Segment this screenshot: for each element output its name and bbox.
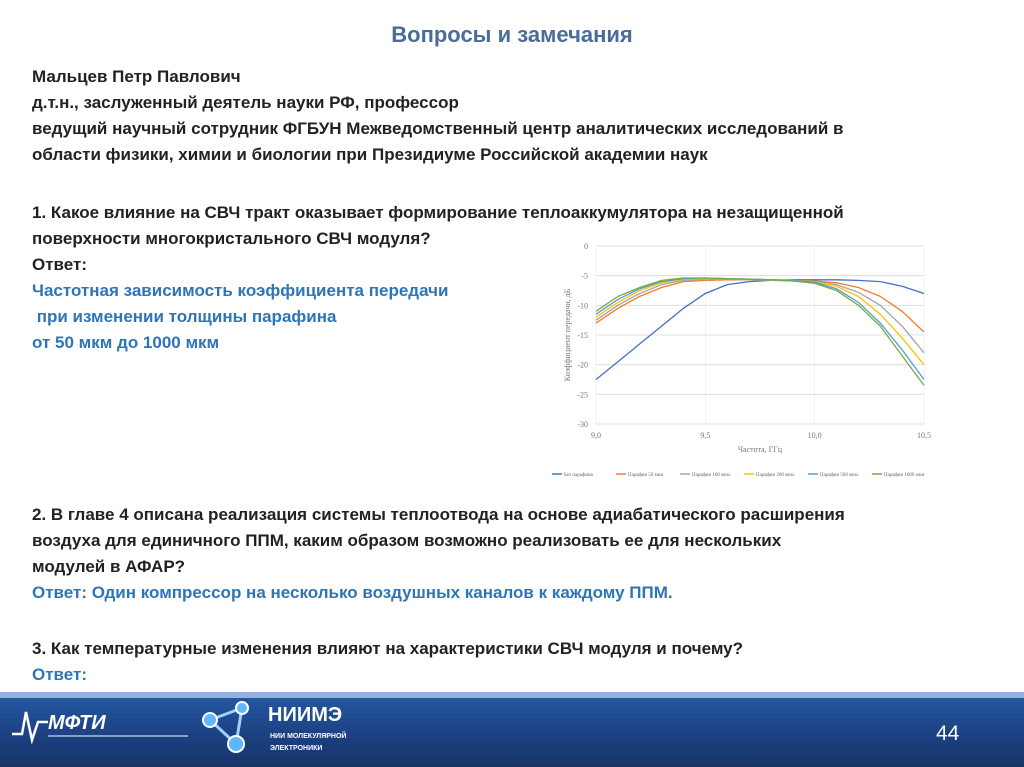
y-tick-label: -25	[577, 390, 588, 400]
answer-2: Ответ: Один компрессор на несколько воздушных каналов к каждому ППМ.	[32, 583, 673, 602]
y-tick-label: -20	[577, 360, 588, 370]
series-line	[596, 280, 924, 332]
question-2-line2: воздуха для единичного ППМ, каким образом возможно реализовать ее для нескольких	[32, 531, 782, 550]
author-degree: д.т.н., заслуженный деятель науки РФ, профессор	[32, 93, 459, 112]
question-2-line1: 2. В главе 4 описана реализация системы теплоотвода на основе адиабатического расширения	[32, 505, 845, 524]
author-name: Мальцев Петр Павлович	[32, 67, 241, 86]
answer-1-line3: от 50 мкм до 1000 мкм	[32, 333, 220, 352]
legend-label: Парафин 100 мкм	[692, 473, 730, 478]
question-1-line1: 1. Какое влияние на СВЧ тракт оказывает формирование теплоаккумулятора на незащищенной	[32, 203, 844, 222]
y-tick-label: -10	[577, 301, 588, 311]
series-line	[596, 279, 924, 353]
transmission-chart	[548, 232, 946, 490]
y-tick-label: -5	[581, 271, 588, 281]
legend-label: Без парафина	[564, 473, 593, 478]
niime-subtitle-1: НИИ МОЛЕКУЛЯРНОЙ	[270, 733, 347, 740]
answer-3-label: Ответ:	[32, 665, 87, 684]
x-tick-label: 9,5	[700, 431, 711, 440]
author-position-line1: ведущий научный сотрудник ФГБУН Межведомственный центр аналитических исследований в	[32, 119, 844, 138]
author-info	[32, 64, 1002, 168]
page-number: 44	[936, 722, 960, 745]
y-tick-label: 0	[584, 242, 588, 251]
question-2-block	[32, 502, 1007, 606]
niime-network-icon	[196, 700, 266, 760]
y-tick-label: -30	[577, 420, 588, 429]
legend-label: Парафин 50 мкм	[628, 473, 664, 478]
niime-name: НИИМЭ	[268, 704, 343, 726]
answer-1-line2: при изменении толщины парафина	[32, 307, 337, 326]
question-3: 3. Как температурные изменения влияют на характеристики СВЧ модуля и почему?	[32, 639, 744, 658]
x-axis-label: Частота, ГГц	[737, 445, 783, 454]
x-tick-label: 9,0	[591, 431, 601, 440]
slide-title: Вопросы и замечания	[391, 22, 633, 47]
legend-label: Парафин 500 мкм	[820, 473, 858, 478]
y-axis-label: Коэффициент передачи, дБ	[563, 288, 572, 382]
author-position-line2: области физики, химии и биологии при Президиуме Российской академии наук	[32, 145, 708, 164]
question-2-line3: модулей в АФАР?	[32, 557, 186, 576]
answer-1-label: Ответ:	[32, 255, 87, 274]
question-3-block	[32, 636, 1007, 688]
niime-subtitle-2: ЭЛЕКТРОНИКИ	[270, 745, 323, 752]
question-1-line2: поверхности многокристального СВЧ модуля?	[32, 229, 431, 248]
x-tick-label: 10,0	[807, 431, 822, 440]
x-tick-label: 10,5	[917, 431, 931, 440]
legend-label: Парафин 200 мкм	[756, 473, 794, 478]
answer-1-line1: Частотная зависимость коэффициента передачи	[32, 281, 449, 300]
mfti-logo-text: МФТИ	[48, 712, 106, 734]
legend-label: Парафин 1000 мкм	[884, 473, 925, 478]
y-tick-label: -15	[577, 331, 588, 340]
